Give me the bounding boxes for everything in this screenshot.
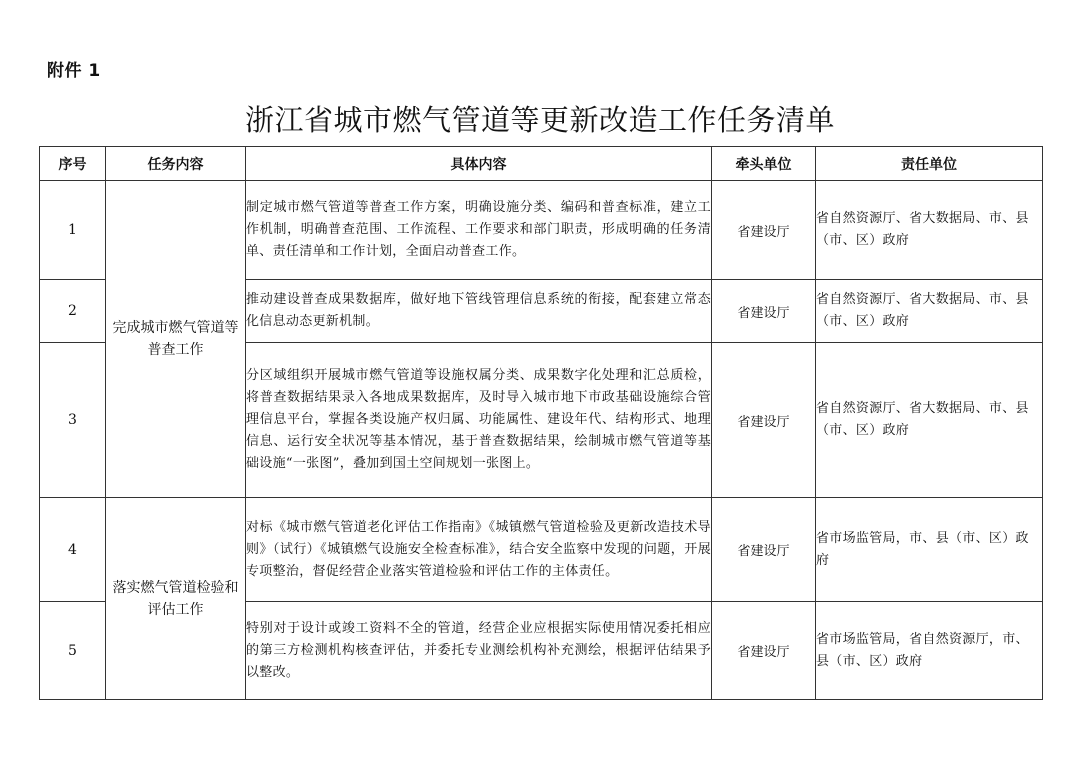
row-content: 制定城市燃气管道等普查工作方案，明确设施分类、编码和普查标准，建立工作机制，明确普查范围、工作流程、工作要求和部门职责，形成明确的任务清单、责任清单和工作计划，全面启动普查工作。: [246, 181, 712, 280]
table-header-row: [40, 147, 1043, 181]
attachment-label: 附件 1: [47, 61, 101, 81]
row-content: 分区域组织开展城市燃气管道等设施权属分类、成果数字化处理和汇总质检，将普查数据结果录入各地成果数据库，及时导入城市地下市政基础设施综合管理信息平台，掌握各类设施产权归属、功能属性、建设年代、结构形式、地理信息、运行安全状况等基本情况，基于普查数据结果，绘制城市燃气管道等基础设施“一张图”，叠加到国土空间规划一张图上。: [246, 343, 712, 498]
task-group-inspection: 落实燃气管道检验和评估工作: [106, 498, 246, 700]
row-content: 对标《城市燃气管道老化评估工作指南》《城镇燃气管道检验及更新改造技术导则》（试行）《城镇燃气设施安全检查标准》，结合安全监察中发现的问题，开展专项整治，督促经营企业落实管道检验和评估工作的主体责任。: [246, 498, 712, 602]
row-lead-unit: 省建设厅: [712, 343, 816, 498]
row-responsible-units: 省市场监管局，市、县（市、区）政府: [816, 498, 1043, 602]
row-responsible-units: 省自然资源厅、省大数据局、市、县（市、区）政府: [816, 343, 1043, 498]
row-lead-unit: 省建设厅: [712, 280, 816, 343]
table-row: [40, 498, 1043, 602]
header-task: 任务内容: [106, 147, 246, 181]
header-no: 序号: [40, 147, 106, 181]
row-number: 1: [40, 181, 106, 280]
row-number: 3: [40, 343, 106, 498]
table-row: [40, 181, 1043, 280]
task-group-survey: 完成城市燃气管道等普查工作: [106, 181, 246, 498]
row-number: 5: [40, 602, 106, 700]
row-content: 推动建设普查成果数据库，做好地下管线管理信息系统的衔接，配套建立常态化信息动态更新机制。: [246, 280, 712, 343]
row-lead-unit: 省建设厅: [712, 498, 816, 602]
header-lead: 牵头单位: [712, 147, 816, 181]
document-title: 浙江省城市燃气管道等更新改造工作任务清单: [244, 103, 835, 137]
row-responsible-units: 省自然资源厅、省大数据局、市、县（市、区）政府: [816, 181, 1043, 280]
header-content: 具体内容: [246, 147, 712, 181]
row-number: 2: [40, 280, 106, 343]
row-responsible-units: 省市场监管局，省自然资源厅，市、县（市、区）政府: [816, 602, 1043, 700]
task-table: [39, 146, 1043, 700]
row-lead-unit: 省建设厅: [712, 181, 816, 280]
row-number: 4: [40, 498, 106, 602]
row-lead-unit: 省建设厅: [712, 602, 816, 700]
row-responsible-units: 省自然资源厅、省大数据局、市、县（市、区）政府: [816, 280, 1043, 343]
header-resp: 责任单位: [816, 147, 1043, 181]
row-content: 特别对于设计或竣工资料不全的管道，经营企业应根据实际使用情况委托相应的第三方检测机构核查评估，并委托专业测绘机构补充测绘，根据评估结果予以整改。: [246, 602, 712, 700]
